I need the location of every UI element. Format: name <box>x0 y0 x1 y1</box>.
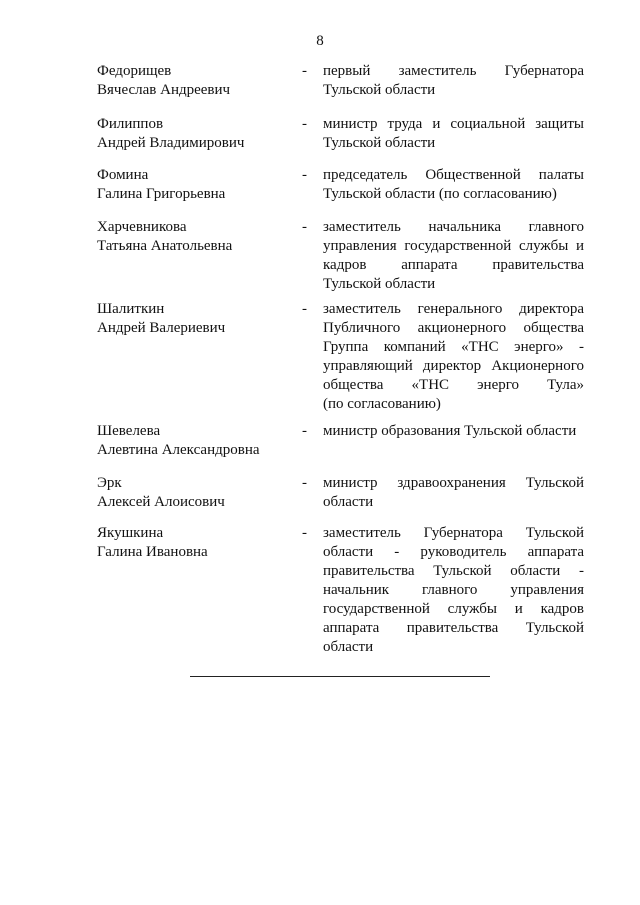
position-line: заместитель генерального директора <box>323 301 584 317</box>
position-line: министр образования Тульской области <box>323 423 577 439</box>
member-position <box>323 218 584 294</box>
position-line: Тульской области <box>323 82 436 98</box>
position-line: правительства Тульской области - <box>323 563 584 579</box>
member-given-names: Андрей Валериевич <box>97 320 226 336</box>
closing-separator-line <box>190 676 490 677</box>
member-surname: Фомина <box>97 167 149 183</box>
entry-dash: - <box>302 301 307 317</box>
position-line: аппарата правительства Тульской <box>323 620 584 636</box>
position-line: области <box>323 639 374 655</box>
position-line: (по согласованию) <box>323 396 441 412</box>
member-given-names: Галина Ивановна <box>97 544 208 560</box>
member-position <box>323 62 584 100</box>
member-name <box>97 115 287 153</box>
member-name <box>97 218 287 256</box>
member-name <box>97 474 287 512</box>
position-line: Публичного акционерного общества <box>323 320 584 336</box>
position-line: государственной службы и кадров <box>323 601 584 617</box>
member-given-names: Галина Григорьевна <box>97 186 226 202</box>
entry-dash: - <box>302 525 307 541</box>
position-line: Тульской области <box>323 276 436 292</box>
member-position <box>323 300 584 414</box>
position-line: председатель Общественной палаты <box>323 167 584 183</box>
entry-dash: - <box>302 167 307 183</box>
position-line: области <box>323 494 374 510</box>
position-line: министр труда и социальной защиты <box>323 116 584 132</box>
position-line: управляющий директор Акционерного <box>323 358 584 374</box>
member-name <box>97 422 287 460</box>
position-line: заместитель начальника главного <box>323 219 584 235</box>
position-line: общества «ТНС энерго Тула» <box>323 377 584 393</box>
member-name <box>97 524 287 562</box>
member-given-names: Вячеслав Андреевич <box>97 82 231 98</box>
member-name <box>97 62 287 100</box>
member-position <box>323 422 584 441</box>
entry-dash: - <box>302 219 307 235</box>
position-line: первый заместитель Губернатора <box>323 63 584 79</box>
member-surname: Шалиткин <box>97 301 165 317</box>
position-line: заместитель Губернатора Тульской <box>323 525 584 541</box>
position-line: Тульской области <box>323 135 436 151</box>
member-given-names: Алевтина Александровна <box>97 442 260 458</box>
member-position <box>323 474 584 512</box>
position-line: министр здравоохранения Тульской <box>323 475 584 491</box>
entry-dash: - <box>302 475 307 491</box>
member-position <box>323 115 584 153</box>
entry-dash: - <box>302 63 307 79</box>
member-position <box>323 166 584 204</box>
position-line: области - руководитель аппарата <box>323 544 584 560</box>
position-line: Группа компаний «ТНС энерго» - <box>323 339 584 355</box>
page-number: 8 <box>316 33 324 49</box>
member-name <box>97 166 287 204</box>
member-given-names: Андрей Владимирович <box>97 135 245 151</box>
entry-dash: - <box>302 116 307 132</box>
member-given-names: Татьяна Анатольевна <box>97 238 233 254</box>
position-line: кадров аппарата правительства <box>323 257 584 273</box>
member-surname: Эрк <box>97 475 122 491</box>
member-surname: Харчевникова <box>97 219 187 235</box>
member-position <box>323 524 584 657</box>
entry-dash: - <box>302 423 307 439</box>
position-line: начальник главного управления <box>323 582 584 598</box>
position-line: управления государственной службы и <box>323 238 584 254</box>
position-line: Тульской области (по согласованию) <box>323 186 557 202</box>
member-surname: Шевелева <box>97 423 161 439</box>
member-given-names: Алексей Алоисович <box>97 494 225 510</box>
member-name <box>97 300 287 338</box>
member-surname: Якушкина <box>97 525 164 541</box>
member-surname: Филиппов <box>97 116 164 132</box>
member-surname: Федорищев <box>97 63 172 79</box>
